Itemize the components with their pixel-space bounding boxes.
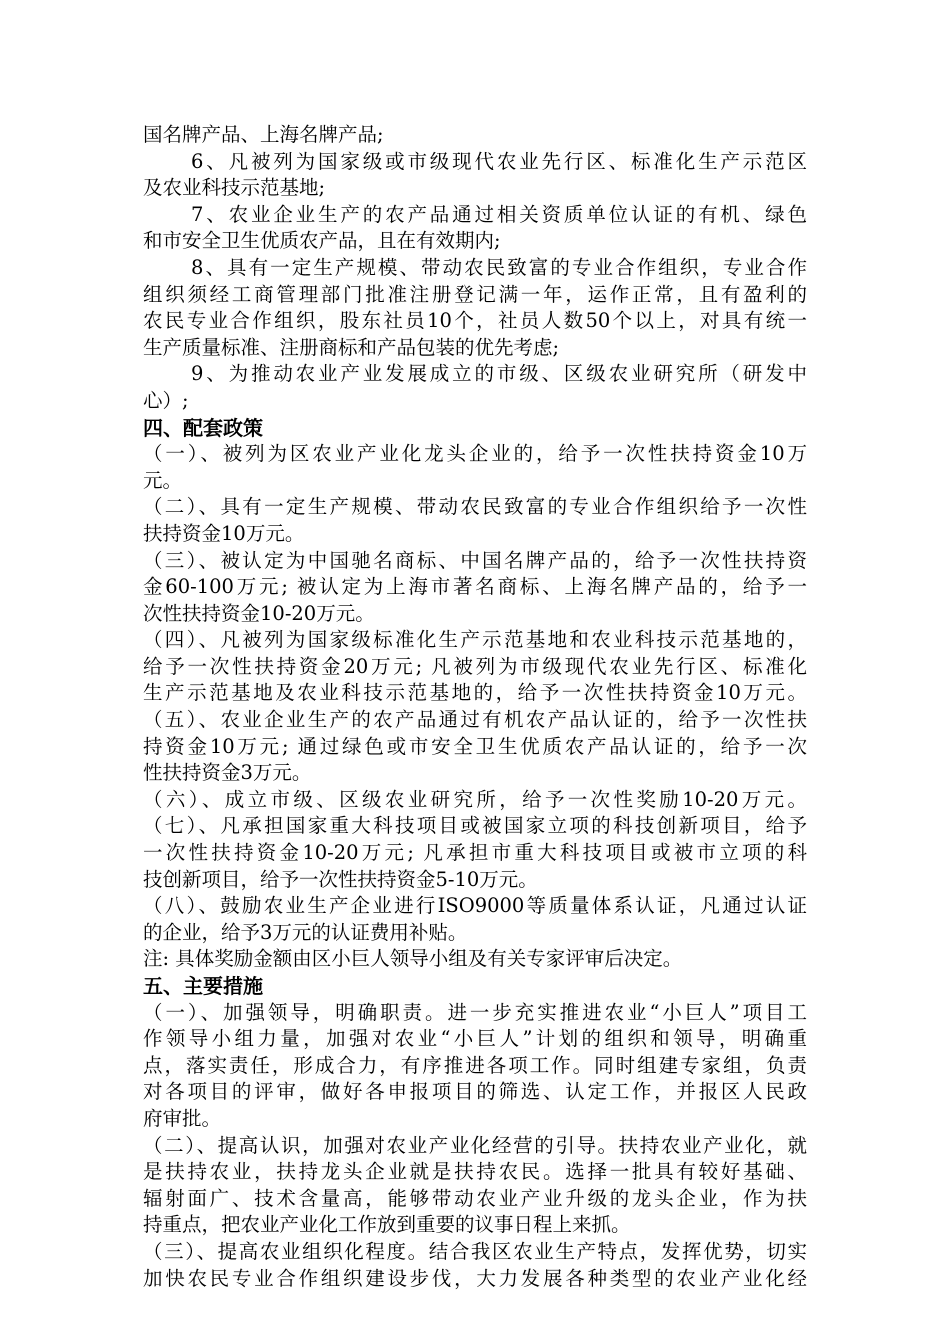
text-line: 8、具有一定生产规模、带动农民致富的专业合作组织，专业合作 xyxy=(191,255,807,279)
text-line: 持重点，把农业产业化工作放到重要的议事日程上来抓。 xyxy=(143,1213,631,1237)
text-line: （一）、加强领导，明确职责。进一步充实推进农业“小巨人”项目工 xyxy=(143,1000,807,1024)
text-line: 国名牌产品、上海名牌产品; xyxy=(143,123,384,146)
text-line: 一次性扶持资金10-20万元; 凡承担市重大科技项目或被市立项的科 xyxy=(143,841,807,865)
text-line: （二）、提高认识，加强对农业产业化经营的引导。扶持农业产业化，就 xyxy=(143,1133,807,1157)
document-page xyxy=(143,122,807,1292)
section-heading: 五、主要措施 xyxy=(143,974,263,998)
text-line: （五）、农业企业生产的农产品通过有机农产品认证的，给予一次性扶 xyxy=(143,708,807,732)
text-line: 6、凡被列为国家级或市级现代农业先行区、标准化生产示范区 xyxy=(191,149,807,173)
text-line: 点，落实责任，形成合力，有序推进各项工作。同时组建专家组，负责 xyxy=(143,1053,807,1077)
text-line: 组织须经工商管理部门批准注册登记满一年，运作正常，且有盈利的 xyxy=(143,282,807,306)
text-line: 持资金10万元; 通过绿色或市安全卫生优质农产品认证的，给予一次 xyxy=(143,734,807,758)
section-heading: 四、配套政策 xyxy=(143,415,263,440)
text-line: 金60-100万元; 被认定为上海市著名商标、上海名牌产品的，给予一 xyxy=(143,575,807,599)
text-line: 生产示范基地及农业科技示范基地的，给予一次性扶持资金10万元。 xyxy=(143,681,807,705)
text-line: 对各项目的评审，做好各申报项目的筛选、认定工作，并报区人民政 xyxy=(143,1080,807,1104)
text-line: 心）; xyxy=(143,388,189,412)
text-line: （三）、提高农业组织化程度。结合我区农业生产特点，发挥优势，切实 xyxy=(143,1239,807,1263)
text-line: 及农业科技示范基地; xyxy=(143,176,326,200)
text-line: 的企业，给予3万元的认证费用补贴。 xyxy=(143,920,468,944)
text-line: 作领导小组力量，加强对农业“小巨人”计划的组织和领导，明确重 xyxy=(143,1027,807,1051)
text-line: （七）、凡承担国家重大科技项目或被国家立项的科技创新项目，给予 xyxy=(143,814,807,838)
text-line: 是扶持农业，扶持龙头企业就是扶持农民。选择一批具有较好基础、 xyxy=(143,1160,807,1184)
text-line: 府审批。 xyxy=(143,1106,222,1130)
text-line: 7、农业企业生产的农产品通过相关资质单位认证的有机、绿色 xyxy=(191,202,807,226)
text-line: 加快农民专业合作组织建设步伐，大力发展各种类型的农业产业化经 xyxy=(143,1266,807,1290)
text-line: （一）、被列为区农业产业化龙头企业的，给予一次性扶持资金10万 xyxy=(143,442,807,466)
text-line: 和市安全卫生优质农产品，且在有效期内; xyxy=(143,229,501,253)
text-line: 给予一次性扶持资金20万元; 凡被列为市级现代农业先行区、标准化 xyxy=(143,654,807,678)
text-line: （四）、凡被列为国家级标准化生产示范基地和农业科技示范基地的， xyxy=(143,628,807,652)
text-line: （二）、具有一定生产规模、带动农民致富的专业合作组织给予一次性 xyxy=(143,495,807,519)
text-line: 农民专业合作组织，股东社员10个，社员人数50个以上，对具有统一 xyxy=(143,309,807,333)
text-line: （六）、成立市级、区级农业研究所，给予一次性奖励10-20万元。 xyxy=(143,787,807,811)
text-line: （八）、鼓励农业生产企业进行ISO9000等质量体系认证，凡通过认证 xyxy=(143,894,807,918)
text-line: 性扶持资金3万元。 xyxy=(143,761,312,785)
text-line: 9、为推动农业产业发展成立的市级、区级农业研究所（研发中 xyxy=(191,362,807,386)
text-line: 生产质量标准、注册商标和产品包装的优先考虑; xyxy=(143,335,560,359)
text-line: 技创新项目，给予一次性扶持资金5-10万元。 xyxy=(143,867,538,891)
text-line: 辐射面广、技术含量高，能够带动农业产业升级的龙头企业，作为扶 xyxy=(143,1186,807,1210)
text-line: 注: 具体奖励金额由区小巨人领导小组及有关专家评审后决定。 xyxy=(143,947,683,971)
text-line: 扶持资金10万元。 xyxy=(143,521,305,545)
text-line: 次性扶持资金10-20万元。 xyxy=(143,601,375,625)
text-line: （三）、被认定为中国驰名商标、中国名牌产品的，给予一次性扶持资 xyxy=(143,548,807,572)
text-line: 元。 xyxy=(143,468,183,492)
